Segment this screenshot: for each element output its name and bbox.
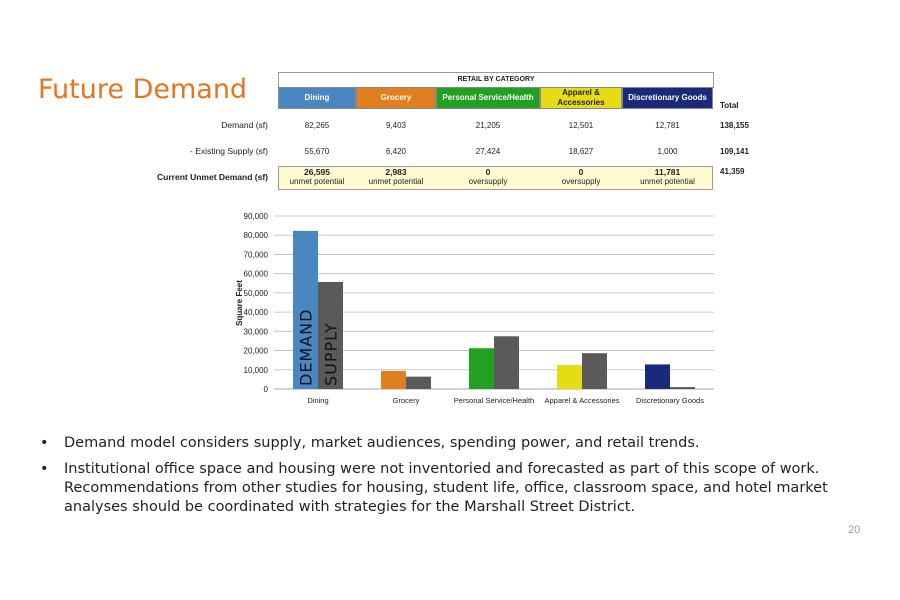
unmet-note: oversupply	[561, 177, 601, 186]
y-tick-label: 80,000	[243, 231, 268, 241]
row-label-supply: - Existing Supply (sf)	[190, 146, 268, 156]
bullet-text: Demand model considers supply, market audiences, spending power, and retail trends.	[64, 435, 700, 451]
row-label-unmet: Current Unmet Demand (sf)	[157, 172, 268, 182]
y-tick-label: 20,000	[243, 346, 268, 356]
total-header: Total	[720, 101, 739, 110]
supply-total: 109,141	[720, 147, 749, 156]
unmet-total: 41,359	[720, 167, 745, 176]
unmet-value: 0	[485, 167, 491, 177]
supply-apparel: 18,627	[568, 147, 594, 156]
unmet-value: 26,595	[304, 167, 330, 177]
series-label-demand: DEMAND	[296, 308, 316, 386]
unmet-value: 2,983	[385, 167, 407, 177]
bullet-list	[38, 434, 858, 524]
category-label: Discretionary Goods	[628, 93, 707, 102]
unmet-value: 11,781	[654, 167, 681, 177]
y-tick-label: 50,000	[243, 288, 268, 298]
bar-demand	[645, 364, 670, 389]
demand-personal-service: 21,205	[475, 121, 501, 130]
unmet-note: unmet potential	[289, 177, 345, 186]
bar-demand	[381, 371, 406, 389]
bullet-dot: •	[40, 435, 49, 451]
x-tick-label: Discretionary Goods	[636, 396, 704, 405]
row-label-demand: Demand (sf)	[221, 120, 268, 130]
bullet-text: Institutional office space and housing were not inventoried and forecasted as part of this scope of work. Recommendations from other studies for housing, student life, office, classroom space, and hotel market analyses should be coordinated with strategies for the Marshall Street District.	[64, 461, 828, 515]
unmet-value: 0	[578, 167, 584, 177]
unmet-note: unmet potential	[368, 177, 424, 186]
supply-grocery: 6,420	[385, 147, 407, 156]
bullet-item	[38, 434, 858, 453]
page-title: Future Demand	[38, 74, 248, 105]
series-label-supply: SUPPLY	[321, 322, 341, 386]
table-header: RETAIL BY CATEGORY	[278, 72, 714, 88]
demand-dining: 82,265	[304, 121, 330, 130]
category-label: Grocery	[380, 93, 412, 102]
bullet-item	[38, 460, 858, 517]
demand-discretionary: 12,781	[655, 121, 680, 130]
x-tick-label: Dining	[307, 396, 329, 405]
bar-supply	[582, 353, 607, 389]
y-tick-label: 10,000	[243, 365, 268, 375]
y-tick-label: 70,000	[243, 250, 268, 260]
unmet-note: oversupply	[468, 177, 508, 186]
bar-supply	[494, 336, 519, 389]
y-tick-label: 40,000	[243, 308, 268, 318]
page-number: 20	[848, 524, 861, 536]
y-axis-label: Square Feet	[235, 280, 244, 326]
supply-discretionary: 1,000	[657, 147, 678, 156]
x-tick-label: Grocery	[392, 396, 420, 405]
unmet-note: unmet potential	[640, 177, 695, 186]
demand-total: 138,155	[720, 121, 749, 130]
y-tick-label: 90,000	[243, 212, 268, 221]
category-label: Personal Service/Health	[442, 93, 534, 102]
category-label: Dining	[304, 93, 330, 102]
demand-grocery: 9,403	[385, 121, 407, 130]
y-tick-label: 30,000	[243, 327, 268, 337]
bar-demand	[469, 348, 494, 389]
supply-personal-service: 27,424	[475, 147, 501, 156]
supply-dining: 55,670	[304, 147, 330, 156]
bar-demand	[557, 365, 582, 389]
category-label: Apparel & Accessories	[557, 88, 605, 107]
demand-apparel: 12,501	[568, 121, 594, 130]
y-tick-label: 60,000	[243, 269, 268, 279]
x-tick-label: Personal Service/Health	[453, 396, 535, 405]
y-tick-label: 0	[263, 385, 268, 394]
bar-supply	[406, 377, 431, 389]
bullet-dot: •	[40, 461, 49, 477]
bar-supply	[670, 387, 695, 389]
x-tick-label: Apparel & Accessories	[544, 396, 620, 405]
